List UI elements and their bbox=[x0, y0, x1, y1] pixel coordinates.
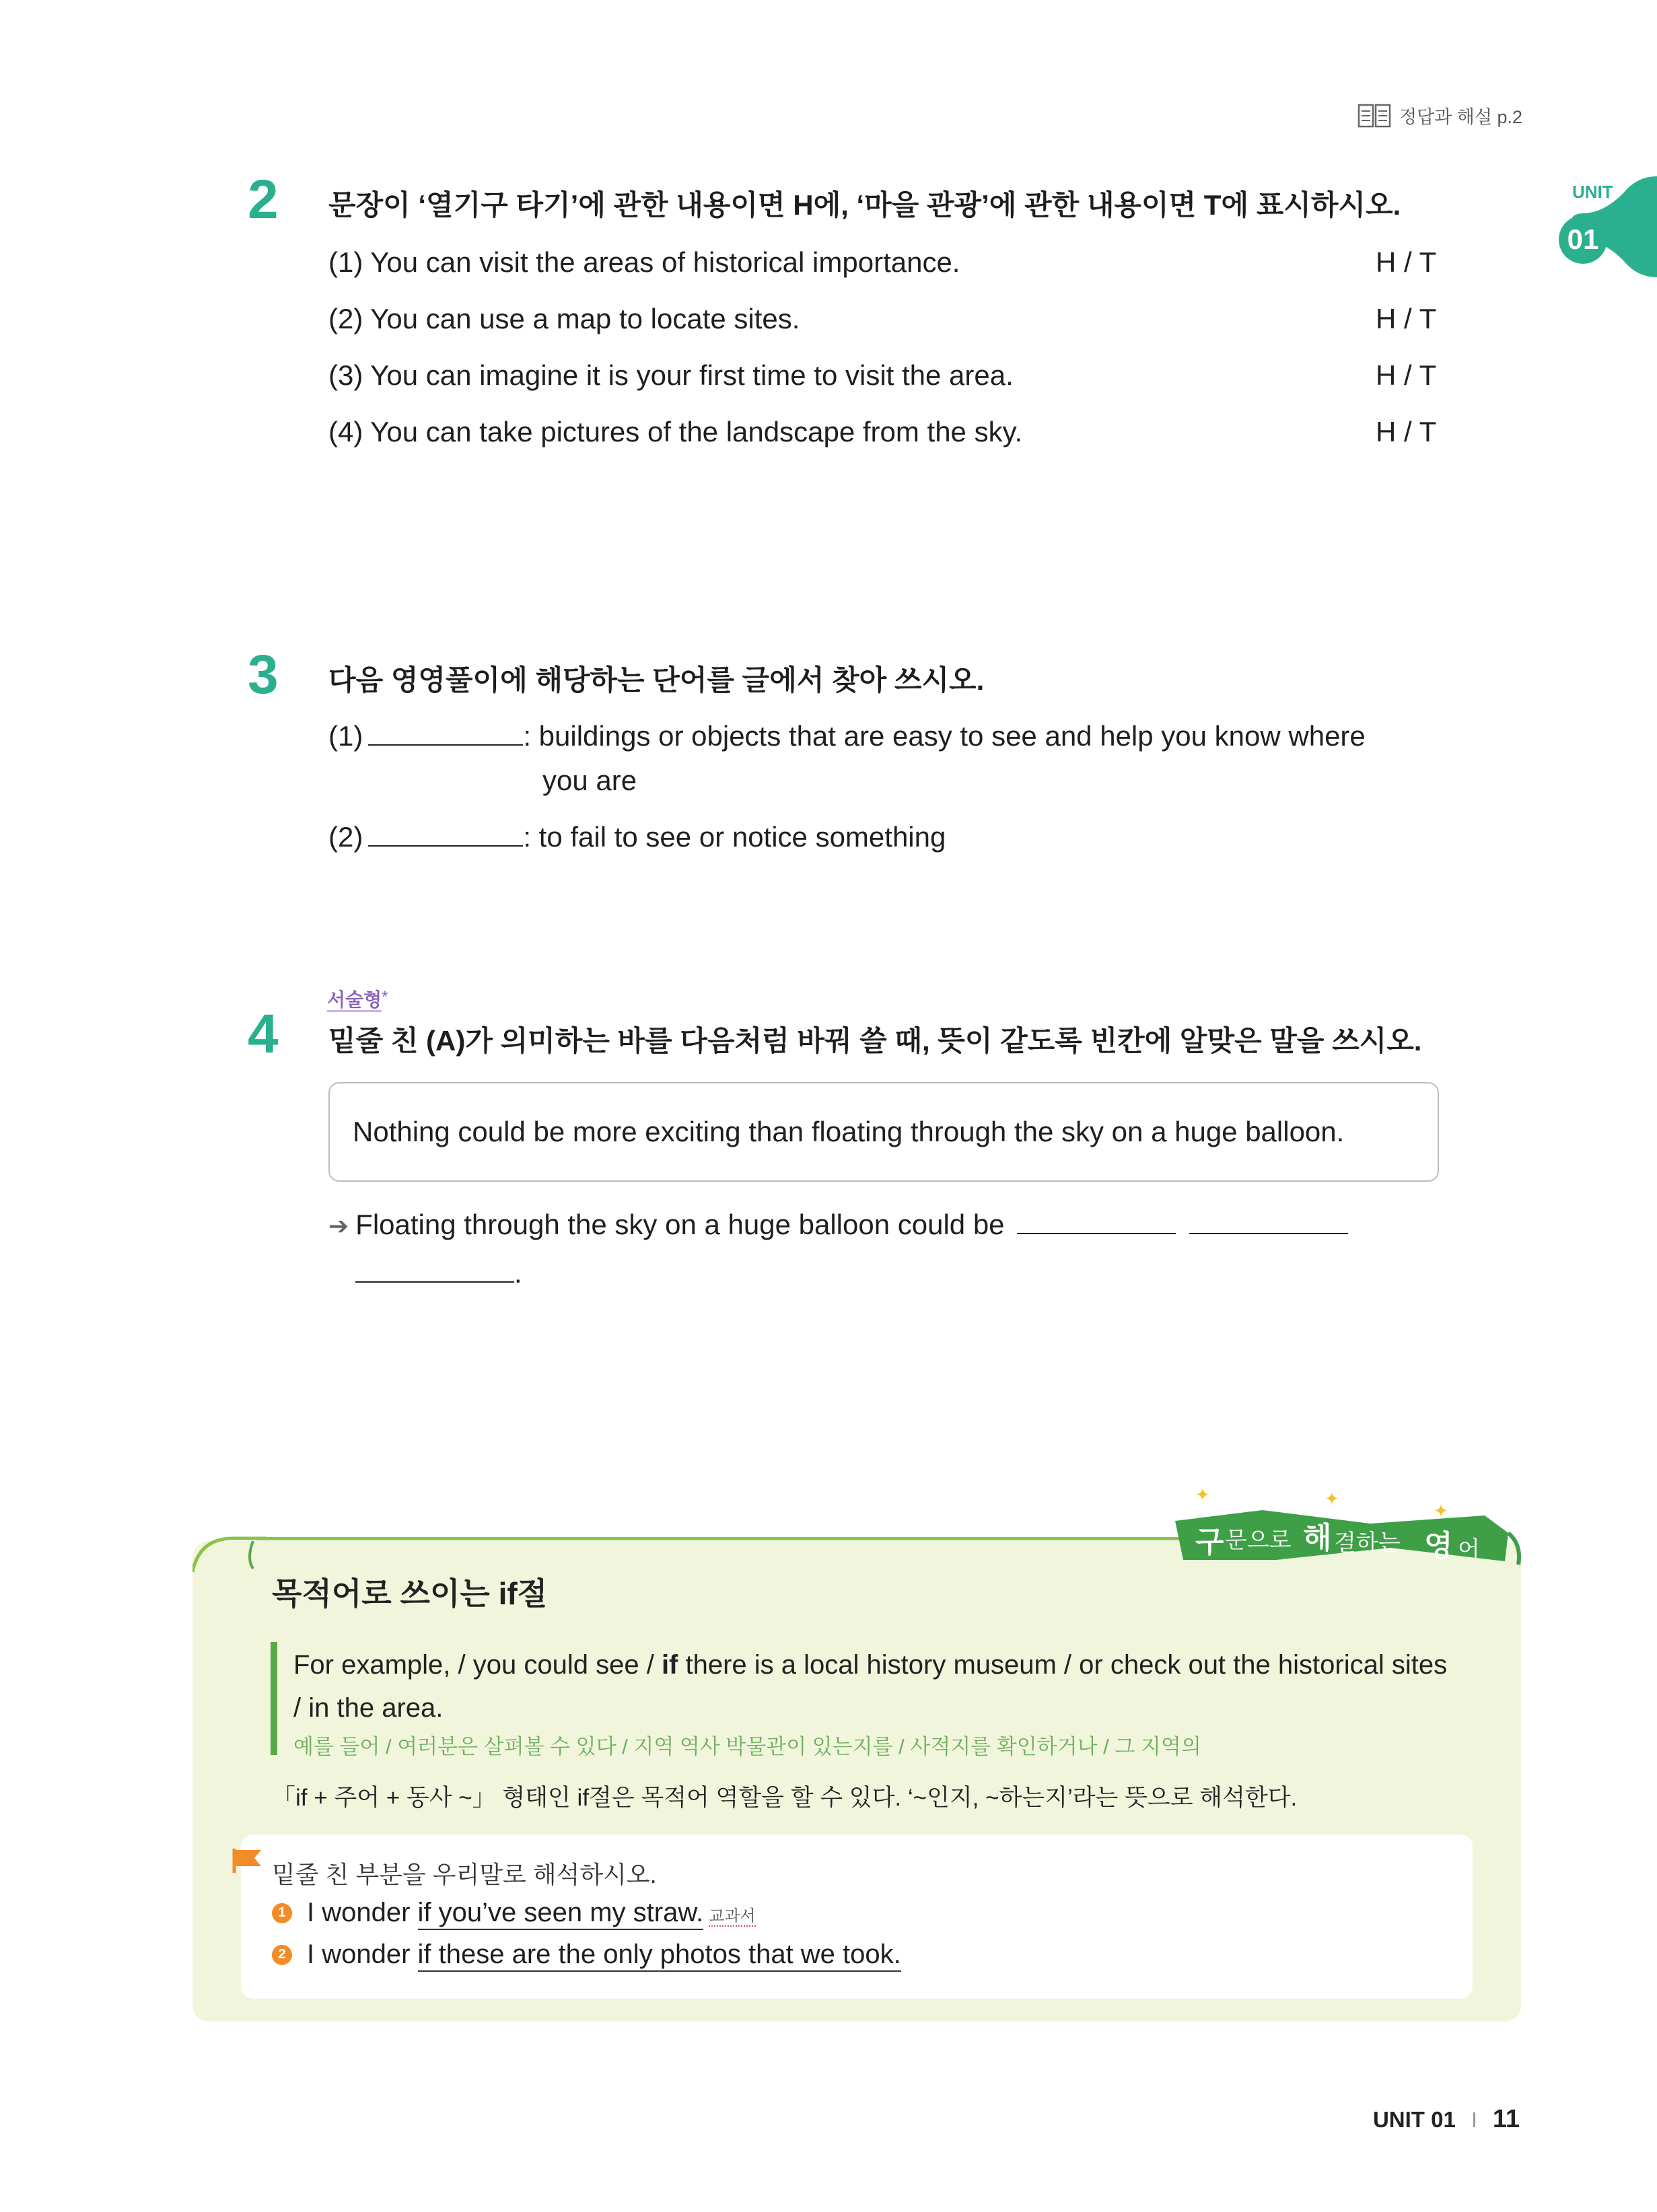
sparkle-icon: ✦ bbox=[1325, 1489, 1339, 1509]
q2-item-1: (1) You can visit the areas of historical importance. bbox=[328, 246, 960, 278]
grammar-example-ko: 예를 들어 / 여러분은 살펴볼 수 있다 / 지역 역사 박물관이 있는지를 / 사적지를 확인하거나 / 그 지역의 bbox=[293, 1735, 1201, 1758]
sparkle-icon: ✦ bbox=[1434, 1501, 1448, 1521]
footer-separator bbox=[1473, 2112, 1475, 2127]
banner-text-1: 구 bbox=[1195, 1526, 1224, 1559]
q4-tag-star: * bbox=[382, 988, 388, 1006]
q4-answer-line-2 bbox=[355, 1257, 522, 1289]
q3-item-2-number: (2) bbox=[328, 821, 363, 853]
unit-number-badge: 01 bbox=[1559, 215, 1607, 264]
banner-text-4: 결하는 bbox=[1334, 1530, 1401, 1556]
exercise-item-2-underlined: if these are the only photos that we took. bbox=[418, 1939, 901, 1972]
answer-reference bbox=[1358, 102, 1522, 129]
grammar-example-en bbox=[293, 1643, 1451, 1729]
banner-text-5: 영 bbox=[1424, 1530, 1453, 1563]
q4-answer-end: . bbox=[514, 1257, 522, 1289]
q2-item-2: (2) You can use a map to locate sites. bbox=[328, 303, 800, 334]
example-en-if: if bbox=[661, 1650, 678, 1680]
question-3-title: 다음 영영풀이에 해당하는 단어를 글에서 찾아 쓰시오. bbox=[328, 664, 985, 696]
banner-text-3: 해 bbox=[1303, 1522, 1332, 1555]
answer-reference-text: 정답과 해설 p.2 bbox=[1399, 107, 1522, 127]
grammar-top-line bbox=[256, 1537, 1279, 1540]
exercise-item-2-prefix: I wonder bbox=[307, 1939, 418, 1969]
q3-item-1-definition-cont: you are bbox=[542, 764, 637, 796]
exercise-bullet-2: 2 bbox=[272, 1945, 292, 1965]
sparkle-icon: ✦ bbox=[1195, 1485, 1210, 1505]
q3-item-2 bbox=[328, 821, 946, 853]
exercise-item-2 bbox=[272, 1939, 901, 1970]
question-4-title: 밑줄 친 (A)가 의미하는 바를 다음처럼 바꿔 쓸 때, 뜻이 같도록 빈칸에 알맞은 말을 쓰시오. bbox=[328, 1025, 1422, 1057]
footer-unit: UNIT 01 bbox=[1372, 2106, 1456, 2132]
book-icon bbox=[1358, 103, 1391, 129]
q2-item-4: (4) You can take pictures of the landscape from the sky. bbox=[328, 416, 1023, 448]
q4-blank-1[interactable] bbox=[1017, 1209, 1176, 1234]
q2-item-1-choice[interactable]: H / T bbox=[1376, 246, 1437, 278]
q3-item-1 bbox=[328, 720, 1366, 752]
q3-item-2-definition: : to fail to see or notice something bbox=[523, 821, 946, 853]
exercise-instruction: 밑줄 친 부분을 우리말로 해석하시오. bbox=[272, 1861, 657, 1888]
question-2-number: 2 bbox=[248, 169, 279, 230]
q2-item-2-choice[interactable]: H / T bbox=[1376, 303, 1437, 334]
grammar-rule: 「if + 주어 + 동사 ~」 형태인 if절은 목적어 역할을 할 수 있다. ‘~인지, ~하는지’라는 뜻으로 해석한다. bbox=[272, 1785, 1298, 1811]
q4-blank-3[interactable] bbox=[355, 1257, 514, 1283]
grammar-curl-decoration bbox=[192, 1532, 267, 1579]
q4-tag bbox=[327, 988, 388, 1010]
q3-item-1-blank[interactable] bbox=[368, 720, 523, 746]
grammar-banner bbox=[1168, 1480, 1525, 1581]
exercise-item-1-prefix: I wonder bbox=[307, 1898, 418, 1927]
q3-item-1-number: (1) bbox=[328, 720, 363, 752]
q4-tag-label: 서술형 bbox=[327, 989, 382, 1012]
banner-text-2: 문으로 bbox=[1225, 1528, 1292, 1553]
flag-icon bbox=[232, 1847, 264, 1874]
q2-item-3: (3) You can imagine it is your first time to visit the area. bbox=[328, 359, 1014, 391]
page-number: 11 bbox=[1492, 2105, 1520, 2133]
textbook-mark: 교과서 bbox=[709, 1907, 756, 1925]
exercise-item-1-underlined: if you’ve seen my straw. bbox=[418, 1898, 704, 1930]
example-en-part2: there is a local history museum / or check out the historical sites / in the area. bbox=[293, 1650, 1448, 1723]
exercise-item-1 bbox=[272, 1898, 756, 1928]
grammar-quote-bar bbox=[271, 1642, 277, 1755]
question-3-number: 3 bbox=[248, 644, 279, 705]
q3-item-1-definition: : buildings or objects that are easy to see and help you know where bbox=[523, 720, 1366, 752]
q4-answer-prefix: Floating through the sky on a huge balloon could be bbox=[355, 1209, 1005, 1240]
unit-label: UNIT bbox=[1572, 182, 1613, 202]
banner-text-6: 어 bbox=[1458, 1537, 1480, 1563]
exercise-bullet-1: 1 bbox=[272, 1903, 292, 1923]
q4-sentence-box bbox=[328, 1082, 1439, 1182]
exercise-item-2-text bbox=[307, 1939, 901, 1970]
q2-item-4-choice[interactable]: H / T bbox=[1376, 416, 1437, 448]
q3-item-2-blank[interactable] bbox=[368, 821, 523, 847]
q4-answer-line bbox=[328, 1209, 1348, 1241]
q4-blank-2[interactable] bbox=[1189, 1209, 1348, 1234]
question-2-title: 문장이 ‘열기구 타기’에 관한 내용이면 H에, ‘마을 관광’에 관한 내용이면 T에 표시하시오. bbox=[328, 189, 1401, 221]
question-4-number: 4 bbox=[248, 1003, 279, 1065]
page-footer bbox=[1373, 2105, 1520, 2134]
q2-item-3-choice[interactable]: H / T bbox=[1376, 359, 1437, 391]
q4-box-sentence: Nothing could be more exciting than floating through the sky on a huge balloon. bbox=[353, 1116, 1345, 1147]
exercise-item-1-text bbox=[307, 1898, 756, 1928]
arrow-right-icon: ➔ bbox=[328, 1212, 349, 1240]
example-en-part1: For example, / you could see / bbox=[293, 1650, 662, 1680]
grammar-title: 목적어로 쓰이는 if절 bbox=[272, 1576, 548, 1611]
